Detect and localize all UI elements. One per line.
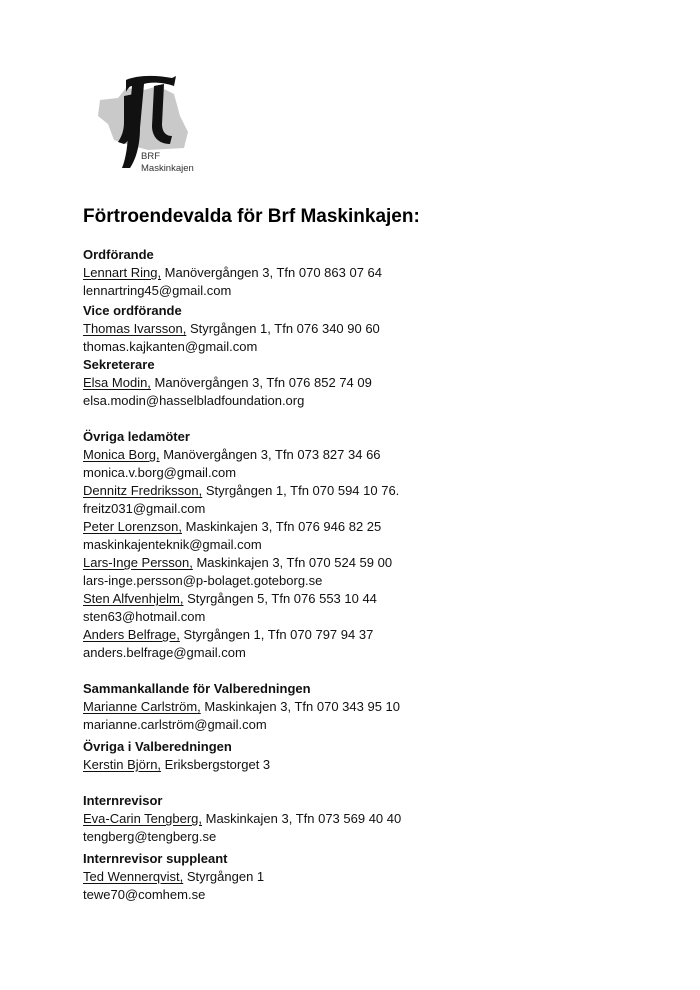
person-details: Styrgången 1, Tfn 070 797 94 37 — [179, 627, 374, 642]
person-details: Maskinkajen 3, Tfn 076 946 82 25 — [182, 519, 382, 534]
person-email: elsa.modin@hasselbladfoundation.org — [83, 393, 305, 408]
person-email: anders.belfrage@gmail.com — [83, 645, 246, 660]
person-email: thomas.kajkanten@gmail.com — [83, 339, 258, 354]
roles-list — [83, 246, 663, 904]
logo-text-line2: Maskinkajen — [141, 163, 194, 174]
person-name: Elsa Modin, — [83, 375, 151, 390]
person-details: Manövergången 3, Tfn 073 827 34 66 — [159, 447, 381, 462]
logo-text-line1: BRF — [141, 151, 160, 162]
logo-text — [141, 151, 194, 175]
person-name: Sten Alfvenhjelm, — [83, 591, 184, 606]
person-details: Maskinkajen 3, Tfn 073 569 40 40 — [202, 811, 402, 826]
person-details: Styrgången 1 — [183, 869, 265, 884]
role-heading: Ordförande — [83, 247, 154, 262]
person-name: Eva-Carin Tengberg, — [83, 811, 202, 826]
person-line — [83, 626, 663, 644]
person-name: Lennart Ring, — [83, 265, 162, 280]
person-email: lars-inge.persson@p-bolaget.goteborg.se — [83, 573, 323, 588]
person-email: monica.v.borg@gmail.com — [83, 465, 237, 480]
role-heading: Internrevisor — [83, 793, 163, 808]
person-line — [83, 446, 663, 464]
role-section — [83, 302, 663, 356]
person-line — [83, 868, 663, 886]
person-line — [83, 320, 663, 338]
person-name: Peter Lorenzson, — [83, 519, 183, 534]
person-name: Anders Belfrage, — [83, 627, 180, 642]
person-email: freitz031@gmail.com — [83, 501, 206, 516]
role-heading: Sekreterare — [83, 357, 155, 372]
person-name: Marianne Carlström, — [83, 699, 201, 714]
person-name: Thomas Ivarsson, — [83, 321, 187, 336]
role-heading: Övriga i Valberedningen — [83, 739, 232, 754]
role-section — [83, 428, 663, 662]
document-body — [83, 206, 663, 904]
person-line — [83, 482, 663, 500]
page-title: Förtroendevalda för Brf Maskinkajen: — [83, 206, 420, 227]
person-details: Styrgången 5, Tfn 076 553 10 44 — [183, 591, 377, 606]
person-details: Maskinkajen 3, Tfn 070 524 59 00 — [192, 555, 393, 570]
person-details: Manövergången 3, Tfn 076 852 74 09 — [150, 375, 372, 390]
person-line — [83, 698, 663, 716]
person-line — [83, 554, 663, 572]
person-line — [83, 810, 663, 828]
role-section — [83, 246, 663, 300]
person-email: lennartring45@gmail.com — [83, 283, 232, 298]
person-line — [83, 374, 663, 392]
person-email: tewe70@comhem.se — [83, 887, 206, 902]
person-email: maskinkajenteknik@gmail.com — [83, 537, 262, 552]
role-heading: Övriga ledamöter — [83, 429, 190, 444]
person-name: Monica Borg, — [83, 447, 160, 462]
role-section — [83, 738, 663, 774]
person-details: Styrgången 1, Tfn 070 594 10 76. — [202, 483, 400, 498]
role-section — [83, 792, 663, 846]
person-name: Ted Wennerqvist, — [83, 869, 184, 884]
role-heading: Sammankallande för Valberedningen — [83, 681, 311, 696]
person-name: Kerstin Björn, — [83, 757, 162, 772]
person-name: Dennitz Fredriksson, — [83, 483, 203, 498]
person-line — [83, 590, 663, 608]
person-line — [83, 518, 663, 536]
person-details: Styrgången 1, Tfn 076 340 90 60 — [186, 321, 380, 336]
person-email: tengberg@tengberg.se — [83, 829, 217, 844]
person-name: Lars-Inge Persson, — [83, 555, 193, 570]
role-heading: Internrevisor suppleant — [83, 851, 228, 866]
role-section — [83, 680, 663, 734]
person-email: sten63@hotmail.com — [83, 609, 206, 624]
person-details: Eriksbergstorget 3 — [161, 757, 271, 772]
person-details: Manövergången 3, Tfn 070 863 07 64 — [161, 265, 382, 280]
person-email: marianne.carlström@gmail.com — [83, 717, 267, 732]
person-line — [83, 264, 663, 282]
role-heading: Vice ordförande — [83, 303, 182, 318]
role-section — [83, 850, 663, 904]
role-section — [83, 356, 663, 410]
person-line — [83, 756, 663, 774]
person-details: Maskinkajen 3, Tfn 070 343 95 10 — [200, 699, 400, 714]
